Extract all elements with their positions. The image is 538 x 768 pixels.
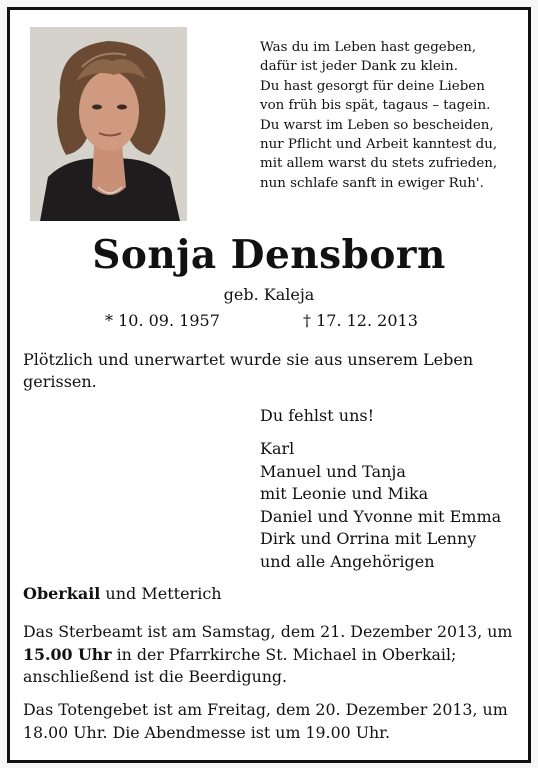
service-time: 15.00 Uhr bbox=[23, 644, 112, 664]
miss-text: Du fehlst uns! bbox=[260, 406, 375, 425]
birth-date: * 10. 09. 1957 bbox=[105, 311, 220, 330]
portrait-illustration bbox=[30, 27, 187, 221]
family-member: und alle Angehörigen bbox=[260, 551, 435, 571]
poem-line: Du warst im Leben so bescheiden, bbox=[260, 117, 494, 133]
family-member: Dirk und Orrina mit Lenny bbox=[260, 529, 477, 549]
birth-name: geb. Kaleja bbox=[223, 285, 315, 304]
poem-line: mit allem warst du stets zufrieden, bbox=[260, 156, 498, 172]
portrait-photo bbox=[30, 27, 187, 221]
poem bbox=[260, 38, 520, 193]
service-pre: Das Sterbeamt ist am Samstag, dem 21. Dezember 2013, um bbox=[23, 622, 513, 641]
service-post: in der Pfarrkirche St. Michael in Oberkail; anschließend ist die Beerdigung. bbox=[23, 644, 457, 687]
poem-line: nur Pflicht und Arbeit kanntest du, bbox=[260, 137, 498, 153]
obituary-card bbox=[7, 7, 531, 763]
service-info bbox=[23, 621, 523, 689]
family-member: Karl bbox=[260, 439, 295, 458]
poem-line: von früh bis spät, tagaus – tagein. bbox=[260, 98, 491, 114]
poem-line: dafür ist jeder Dank zu klein. bbox=[260, 59, 458, 75]
place-main: Oberkail bbox=[23, 584, 101, 603]
prayer-info: Das Totengebet ist am Freitag, dem 20. Dezember 2013, um 18.00 Uhr. Die Abendmesse ist um 19.00 Uhr. bbox=[23, 700, 508, 742]
poem-line: Du hast gesorgt für deine Lieben bbox=[260, 78, 485, 94]
place-rest: und Metterich bbox=[100, 584, 222, 603]
deceased-name: Sonja Densborn bbox=[92, 232, 446, 278]
family-list bbox=[260, 438, 501, 574]
death-date: † 17. 12. 2013 bbox=[303, 311, 418, 330]
poem-line: Was du im Leben hast gegeben, bbox=[260, 40, 477, 55]
family-member: Daniel und Yvonne mit Emma bbox=[260, 506, 502, 526]
poem-line: nun schlafe sanft in ewiger Ruh'. bbox=[260, 175, 484, 191]
intro-text: Plötzlich und unerwartet wurde sie aus unserem Leben gerissen. bbox=[23, 350, 474, 391]
place-line bbox=[23, 584, 222, 603]
family-member: Manuel und Tanja bbox=[260, 461, 406, 481]
family-member: mit Leonie und Mika bbox=[260, 484, 429, 504]
